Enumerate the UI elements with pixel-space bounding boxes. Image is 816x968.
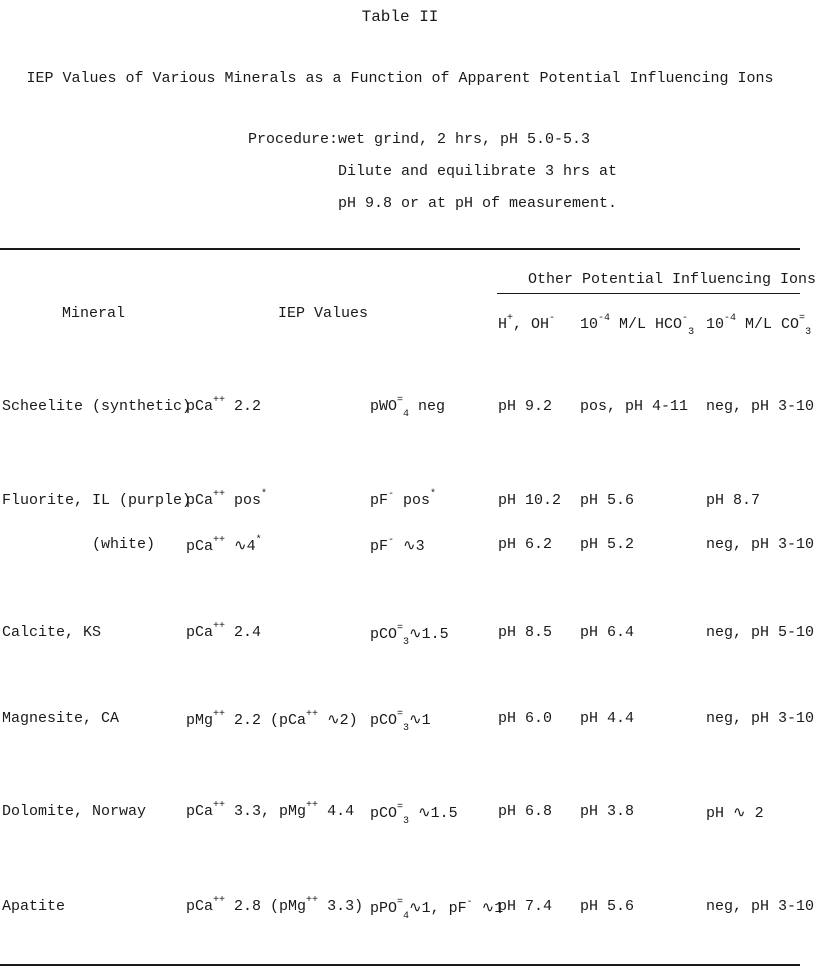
- h-oh-cell: pH 8.5: [498, 624, 553, 641]
- iep-cell-1: pCa++ ∿4*: [186, 535, 262, 555]
- iep-cell-2: pF- pos*: [370, 489, 437, 509]
- iep-cell-2: pF- ∿3: [370, 535, 425, 555]
- header-hco3: $10^{-4}$ M/L $HCO^-_3$: [580, 313, 695, 338]
- header-iep: IEP Values: [278, 305, 369, 322]
- table-caption: IEP Values of Various Minerals as a Function of Apparent Potential Influencing Ions: [26, 70, 774, 87]
- iep-cell-1: pCa++ 2.2: [186, 395, 262, 415]
- iep-cell-1: pCa++ pos*: [186, 489, 268, 509]
- procedure-line-3: pH 9.8 or at pH of measurement.: [338, 195, 618, 212]
- co3-cell: neg, pH 3-10: [706, 898, 815, 915]
- mineral-cell: Apatite: [2, 898, 66, 915]
- mineral-cell: (white): [92, 536, 156, 553]
- header-co3: $10^{-4}$ M/L $CO^=_3$: [706, 313, 812, 338]
- mineral-cell: Scheelite (synthetic): [2, 398, 192, 415]
- table-bottom-rule: [0, 964, 800, 966]
- h-oh-cell: pH 10.2: [498, 492, 562, 509]
- hco3-cell: pH 3.8: [580, 803, 635, 820]
- header-h-oh: H+, OH-: [498, 313, 556, 333]
- iep-cell-1: pCa++ 2.8 (pMg++ 3.3): [186, 895, 364, 915]
- table-top-rule: [0, 248, 800, 250]
- co3-cell: pH ∿ 2: [706, 805, 764, 822]
- iep-cell-1: pCa++ 2.4: [186, 621, 262, 641]
- mineral-cell: Fluorite, IL (purple): [2, 492, 192, 509]
- hco3-cell: pH 4.4: [580, 710, 635, 727]
- procedure-line-2: Dilute and equilibrate 3 hrs at: [338, 163, 618, 180]
- table-label: Table II: [361, 8, 439, 26]
- co3-cell: neg, pH 3-10: [706, 536, 815, 553]
- hco3-cell: pH 5.2: [580, 536, 635, 553]
- h-oh-cell: pH 9.2: [498, 398, 553, 415]
- iep-cell-2: pCO=$_3$ ∿1.5: [370, 802, 458, 827]
- iep-cell-2: pCO=$_3$∿1: [370, 709, 431, 734]
- iep-cell-1: pCa++ 3.3, pMg++ 4.4: [186, 800, 355, 820]
- hco3-cell: pH 5.6: [580, 492, 635, 509]
- co3-cell: pH 8.7: [706, 492, 761, 509]
- h-oh-cell: pH 6.0: [498, 710, 553, 727]
- co3-cell: neg, pH 3-10: [706, 710, 815, 727]
- co3-cell: neg, pH 3-10: [706, 398, 815, 415]
- h-oh-cell: pH 6.8: [498, 803, 553, 820]
- mineral-cell: Calcite, KS: [2, 624, 102, 641]
- hco3-cell: pH 5.6: [580, 898, 635, 915]
- procedure-label: Procedure:: [248, 131, 339, 148]
- group-header-rule: [497, 293, 800, 294]
- group-header: Other Potential Influencing Ions: [528, 271, 816, 288]
- h-oh-cell: pH 6.2: [498, 536, 553, 553]
- hco3-cell: pos, pH 4-11: [580, 398, 689, 415]
- mineral-cell: Magnesite, CA: [2, 710, 120, 727]
- hco3-cell: pH 6.4: [580, 624, 635, 641]
- iep-cell-2: pCO=$_3$∿1.5: [370, 623, 449, 648]
- procedure-line-1: wet grind, 2 hrs, pH 5.0-5.3: [338, 131, 591, 148]
- h-oh-cell: pH 7.4: [498, 898, 553, 915]
- iep-cell-2: pWO=$_4$ neg: [370, 395, 446, 420]
- co3-cell: neg, pH 5-10: [706, 624, 815, 641]
- iep-cell-2: pPO=$_4$∿1, pF- ∿1: [370, 897, 504, 922]
- mineral-cell: Dolomite, Norway: [2, 803, 147, 820]
- iep-cell-1: pMg++ 2.2 (pCa++ ∿2): [186, 709, 358, 729]
- header-mineral: Mineral: [62, 305, 126, 322]
